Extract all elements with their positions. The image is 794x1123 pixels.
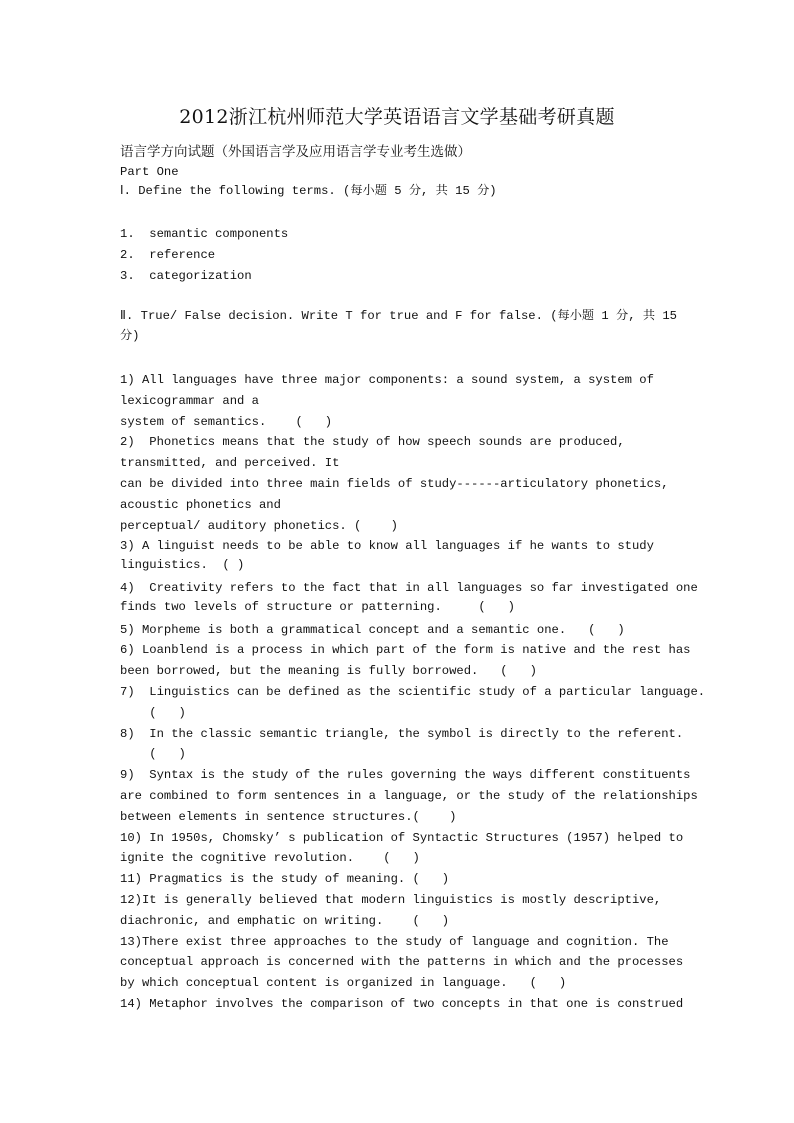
text-line: 9) Syntax is the study of the rules governing the ways different constituents bbox=[120, 768, 691, 782]
text-line: 2) Phonetics means that the study of how speech sounds are produced, bbox=[120, 435, 625, 449]
text-line: can be divided into three main fields of study------articulatory phonetics, bbox=[120, 477, 669, 491]
text-line: linguistics. ( ) bbox=[120, 558, 245, 572]
text-line: Ⅱ. True/ False decision. Write T for true and F for false. (每小题 1 分, 共 15 bbox=[120, 309, 677, 323]
text-line: transmitted, and perceived. It bbox=[120, 456, 340, 470]
text-line: are combined to form sentences in a language, or the study of the relationships bbox=[120, 789, 698, 803]
text-line: 12)It is generally believed that modern linguistics is mostly descriptive, bbox=[120, 893, 662, 907]
page-title: 2012浙江杭州师范大学英语语言文学基础考研真题 bbox=[179, 106, 615, 128]
text-line: system of semantics. ( ) bbox=[120, 415, 333, 429]
text-line: 14) Metaphor involves the comparison of two concepts in that one is construed bbox=[120, 997, 684, 1011]
text-line: 10) In 1950s, Chomsky’ s publication of Syntactic Structures (1957) helped to bbox=[120, 831, 684, 845]
text-line: 7) Linguistics can be defined as the scientific study of a particular language. bbox=[120, 685, 706, 699]
text-line: 4) Creativity refers to the fact that in all languages so far investigated one bbox=[120, 581, 698, 595]
text-line: 6) Loanblend is a process in which part of the form is native and the rest has bbox=[120, 643, 691, 657]
text-line: conceptual approach is concerned with the patterns in which and the processes bbox=[120, 955, 684, 969]
text-line: by which conceptual content is organized in language. ( ) bbox=[120, 976, 567, 990]
text-line: perceptual/ auditory phonetics. ( ) bbox=[120, 519, 398, 533]
text-line: 8) In the classic semantic triangle, the symbol is directly to the referent. bbox=[120, 727, 684, 741]
text-line: between elements in sentence structures.( ) bbox=[120, 810, 457, 824]
text-line: ( ) bbox=[120, 747, 186, 761]
text-line: lexicogrammar and a bbox=[120, 394, 259, 408]
text-line: ( ) bbox=[120, 706, 186, 720]
text-line: 13)There exist three approaches to the study of language and cognition. The bbox=[120, 935, 669, 949]
text-line: 11) Pragmatics is the study of meaning. ( ) bbox=[120, 872, 450, 886]
text-line: 1. semantic components bbox=[120, 227, 289, 241]
text-line: 5) Morpheme is both a grammatical concept and a semantic one. ( ) bbox=[120, 623, 625, 637]
text-line: 3) A linguist needs to be able to know all languages if he wants to study bbox=[120, 539, 654, 553]
text-line: Part One bbox=[120, 165, 179, 179]
text-line: been borrowed, but the meaning is fully borrowed. ( ) bbox=[120, 664, 537, 678]
text-line: 2. reference bbox=[120, 248, 216, 262]
text-line: 3. categorization bbox=[120, 269, 252, 283]
page-subtitle: 语言学方向试题（外国语言学及应用语言学专业考生选做） bbox=[120, 144, 471, 160]
text-line: ignite the cognitive revolution. ( ) bbox=[120, 851, 420, 865]
text-line: 1) All languages have three major components: a sound system, a system of bbox=[120, 373, 654, 387]
text-line: finds two levels of structure or patterning. ( ) bbox=[120, 600, 515, 614]
text-line: acoustic phonetics and bbox=[120, 498, 281, 512]
text-line: Ⅰ. Define the following terms. (每小题 5 分, 共 15 分) bbox=[120, 184, 497, 198]
text-line: 分) bbox=[120, 329, 140, 343]
text-line: diachronic, and emphatic on writing. ( ) bbox=[120, 914, 450, 928]
